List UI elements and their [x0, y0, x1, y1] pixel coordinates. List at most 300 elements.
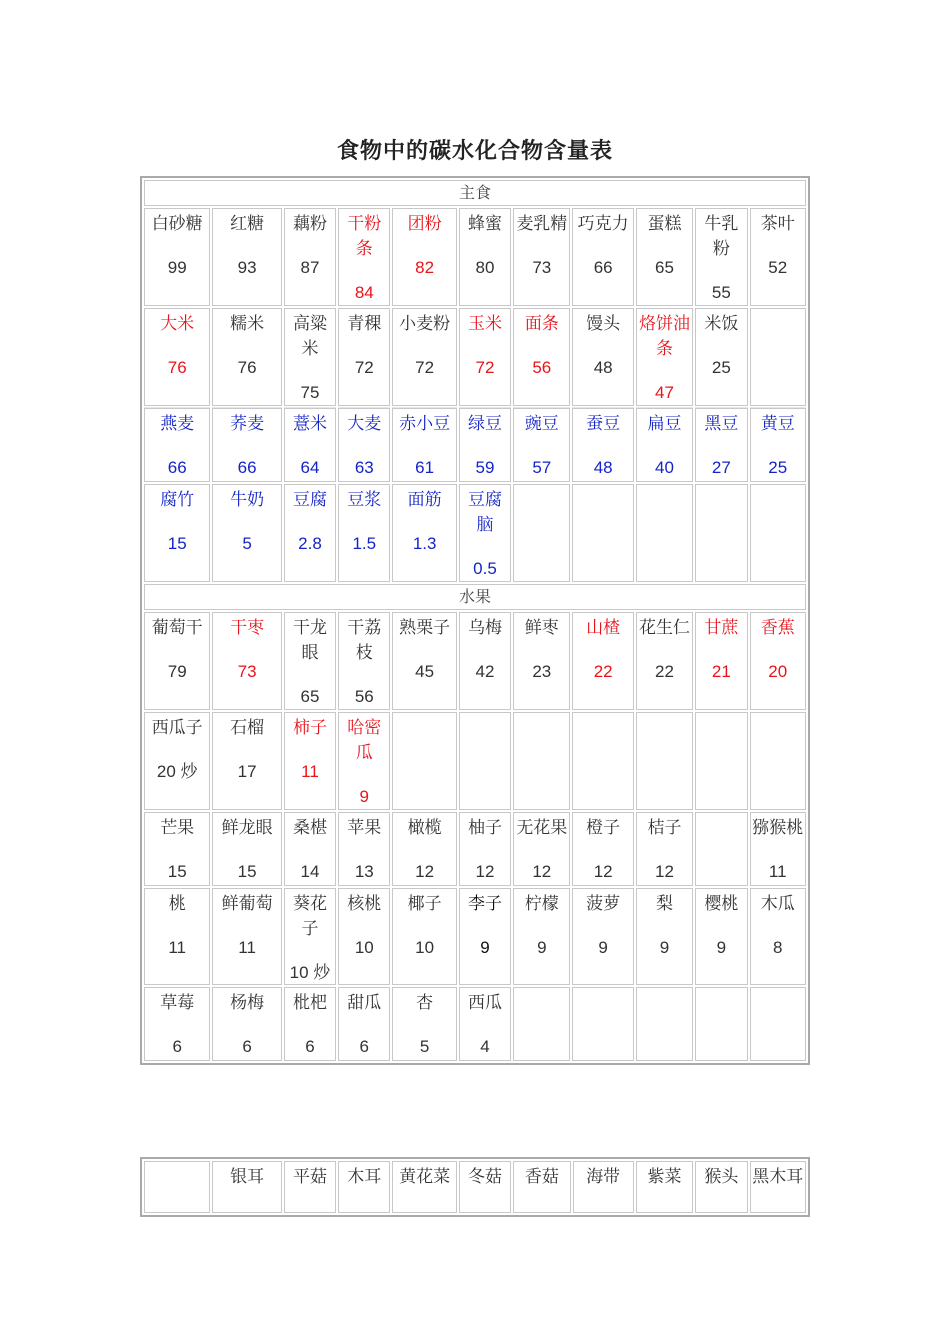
food-name	[696, 713, 746, 716]
carb-value: 75	[300, 383, 320, 402]
table-cell	[212, 812, 281, 886]
food-name	[751, 485, 806, 488]
table-cell	[392, 712, 456, 810]
table-cell	[572, 308, 633, 406]
table-cell	[513, 1161, 570, 1213]
food-name: 核桃	[347, 894, 382, 914]
carb-value: 15	[237, 862, 257, 881]
table-cell	[513, 408, 570, 482]
food-name: 樱桃	[704, 894, 739, 914]
table-cell	[636, 208, 693, 306]
table-cell	[284, 208, 336, 306]
carb-value: 12	[532, 862, 552, 881]
table-cell	[284, 812, 336, 886]
carb-value: 45	[415, 662, 435, 681]
food-name: 木瓜	[760, 894, 795, 914]
carb-value: 12	[593, 862, 613, 881]
fungi-table	[140, 1157, 810, 1217]
food-name: 杨梅	[230, 993, 265, 1013]
food-name: 大麦	[347, 414, 382, 434]
table-cell	[144, 208, 210, 306]
food-name: 梨	[656, 894, 674, 914]
carb-value: 9	[359, 787, 370, 806]
table-cell	[144, 612, 210, 710]
table-cell	[284, 408, 336, 482]
food-name: 平菇	[292, 1167, 327, 1187]
carb-value: 9	[598, 938, 608, 957]
table-cell	[338, 484, 390, 582]
table-cell	[284, 612, 336, 710]
table-row	[144, 612, 806, 710]
food-name: 红糖	[230, 214, 265, 234]
carb-value: 56	[532, 358, 552, 377]
food-name: 乌梅	[467, 618, 502, 638]
table-cell	[572, 208, 633, 306]
table-cell	[695, 484, 747, 582]
page-title: 食物中的碳水化合物含量表	[336, 138, 613, 164]
carb-value: 66	[237, 458, 257, 477]
carb-value: 61	[415, 458, 435, 477]
food-name: 桑椹	[292, 818, 327, 838]
food-name: 石榴	[230, 718, 265, 738]
food-name: 糯米	[230, 314, 265, 334]
table-cell	[513, 812, 570, 886]
food-name: 香菇	[524, 1167, 559, 1187]
table-cell	[338, 812, 390, 886]
food-name: 哈密瓜	[347, 718, 382, 763]
table-row	[144, 812, 806, 886]
carb-value: 2.8	[298, 534, 322, 553]
food-name	[696, 485, 746, 488]
food-name: 黑木耳	[752, 1167, 804, 1187]
table-cell	[636, 1161, 693, 1213]
table-cell	[636, 987, 693, 1061]
table-cell	[212, 612, 281, 710]
food-name: 豆腐脑	[467, 490, 502, 535]
food-name: 蚕豆	[586, 414, 621, 434]
table-cell	[572, 888, 633, 985]
table-cell	[459, 208, 511, 306]
table-cell	[338, 612, 390, 710]
carb-value: 20	[768, 662, 788, 681]
food-name: 高粱米	[292, 314, 327, 359]
carb-value: 9	[716, 938, 727, 957]
food-name: 面条	[524, 314, 559, 334]
table-cell	[392, 987, 456, 1061]
carb-value: 64	[300, 458, 320, 477]
food-name: 赤小豆	[399, 414, 451, 434]
carb-value: 56	[354, 687, 374, 706]
table-cell	[392, 408, 456, 482]
table-cell	[144, 1161, 210, 1213]
table-cell	[695, 888, 747, 985]
table-cell	[459, 612, 511, 710]
food-name: 豌豆	[524, 414, 559, 434]
food-name: 大米	[160, 314, 195, 334]
carb-value: 0.5	[473, 559, 497, 578]
food-name: 米饭	[704, 314, 739, 334]
table-cell	[144, 308, 210, 406]
food-name: 绿豆	[467, 414, 502, 434]
carb-value: 15	[167, 862, 187, 881]
table-cell	[392, 308, 456, 406]
food-name: 鲜葡萄	[221, 894, 273, 914]
table-cell	[750, 812, 807, 886]
carb-value: 22	[593, 662, 613, 681]
food-name	[393, 713, 455, 716]
carb-value: 55	[711, 283, 731, 302]
food-name	[573, 485, 632, 488]
food-name: 杏	[416, 993, 434, 1013]
table-cell	[212, 987, 281, 1061]
carb-value: 93	[237, 258, 257, 277]
food-name: 干枣	[230, 618, 265, 638]
carb-value: 25	[711, 358, 731, 377]
food-name: 鲜龙眼	[221, 818, 273, 838]
carb-value: 12	[475, 862, 495, 881]
carb-value: 76	[167, 358, 187, 377]
food-name	[514, 485, 569, 488]
food-name: 鲜枣	[524, 618, 559, 638]
table-cell	[459, 712, 511, 810]
table-cell	[392, 484, 456, 582]
carb-value: 1.5	[352, 534, 377, 553]
carb-value: 9	[659, 938, 670, 957]
food-name	[573, 988, 632, 991]
table-cell	[459, 1161, 511, 1213]
carb-value: 23	[532, 662, 552, 681]
food-name: 黄豆	[760, 414, 795, 434]
food-name: 蜂蜜	[467, 214, 502, 234]
table-cell	[572, 812, 633, 886]
food-name: 干粉条	[347, 214, 382, 259]
food-name: 青稞	[347, 314, 382, 334]
table-cell	[144, 812, 210, 886]
carb-value: 72	[415, 358, 435, 377]
carb-value: 12	[655, 862, 674, 881]
carb-value: 11	[168, 938, 187, 957]
carb-value: 5	[242, 534, 252, 553]
food-name: 柿子	[292, 718, 327, 738]
table-cell	[338, 1161, 390, 1213]
food-name: 小麦粉	[399, 314, 451, 334]
food-name: 白砂糖	[151, 214, 203, 234]
food-name	[751, 713, 806, 716]
table-cell	[459, 987, 511, 1061]
carb-value: 12	[415, 862, 435, 881]
food-name: 茶叶	[760, 214, 795, 234]
table-cell	[284, 1161, 336, 1213]
food-name: 山楂	[586, 618, 621, 638]
food-name	[514, 713, 569, 716]
food-name: 蛋糕	[647, 214, 682, 234]
table-cell	[338, 888, 390, 985]
table-cell	[572, 408, 633, 482]
food-name: 熟栗子	[399, 618, 451, 638]
food-name: 馒头	[586, 314, 621, 334]
food-name	[460, 713, 510, 716]
food-name	[751, 309, 806, 312]
food-name	[514, 988, 569, 991]
table-row	[144, 1161, 806, 1213]
food-name: 无花果	[516, 818, 568, 838]
table-cell	[572, 987, 633, 1061]
table-cell	[459, 888, 511, 985]
food-name	[696, 988, 746, 991]
carb-value: 73	[237, 662, 257, 681]
food-name: 菠萝	[586, 894, 621, 914]
section-header: 水果	[144, 584, 806, 610]
carb-value: 21	[711, 662, 731, 681]
table-cell	[392, 812, 456, 886]
food-name: 西瓜	[467, 993, 502, 1013]
carb-value: 82	[415, 258, 435, 277]
carb-value: 84	[354, 283, 374, 302]
table-cell	[695, 987, 747, 1061]
food-name: 枇杷	[292, 993, 327, 1013]
food-name: 烙饼油条	[639, 314, 691, 359]
food-name: 苹果	[347, 818, 382, 838]
carb-value: 99	[167, 258, 187, 277]
carb-value: 72	[475, 358, 495, 377]
food-name: 桃	[168, 894, 186, 914]
table-cell	[284, 987, 336, 1061]
food-name: 豆浆	[347, 490, 382, 510]
carbohydrate-table	[140, 176, 810, 1065]
carb-value: 6	[242, 1037, 252, 1056]
table-cell	[695, 712, 747, 810]
carb-value: 10	[415, 938, 435, 957]
table-row	[144, 987, 806, 1061]
table-cell	[513, 712, 570, 810]
food-name: 玉米	[467, 314, 502, 334]
food-name: 黑豆	[704, 414, 739, 434]
carb-value: 8	[773, 938, 783, 957]
table-cell	[695, 612, 747, 710]
table-cell	[284, 308, 336, 406]
carb-value: 6	[172, 1037, 182, 1056]
table-cell	[750, 888, 807, 985]
table-cell	[144, 484, 210, 582]
food-name: 木耳	[347, 1167, 382, 1187]
table-cell	[212, 208, 281, 306]
carb-value: 4	[480, 1037, 490, 1056]
food-name: 橙子	[586, 818, 621, 838]
food-name	[637, 713, 692, 716]
table-cell	[572, 612, 633, 710]
table-cell	[750, 612, 807, 710]
food-name: 牛乳粉	[704, 214, 739, 259]
table-row	[144, 208, 806, 306]
food-name: 冬菇	[468, 1167, 502, 1187]
food-name: 团粉	[407, 214, 442, 234]
carb-value: 47	[655, 383, 674, 402]
table-row	[144, 308, 806, 406]
table-cell	[513, 208, 570, 306]
carb-value: 9	[480, 938, 490, 957]
table-cell	[392, 1161, 456, 1213]
table-cell	[750, 208, 807, 306]
table-cell	[212, 308, 281, 406]
carb-value: 10	[354, 938, 374, 957]
food-name: 葵花子	[292, 894, 327, 939]
carb-value: 66	[167, 458, 187, 477]
food-name: 芒果	[160, 818, 195, 838]
carb-value: 59	[475, 458, 495, 477]
carb-value: 87	[300, 258, 320, 277]
carb-value: 25	[768, 458, 788, 477]
table-cell	[338, 408, 390, 482]
food-name: 银耳	[230, 1167, 265, 1187]
table-cell	[284, 712, 336, 810]
table-cell	[695, 408, 747, 482]
food-name	[145, 1162, 209, 1165]
table-cell	[750, 484, 807, 582]
food-name: 海带	[586, 1167, 621, 1187]
carb-value: 72	[354, 358, 374, 377]
carb-value: 11	[301, 762, 319, 781]
food-name: 李子	[467, 894, 502, 914]
table-cell	[212, 712, 281, 810]
carb-value: 14	[300, 862, 320, 881]
carb-value: 79	[167, 662, 187, 681]
table-cell	[459, 484, 511, 582]
carb-value: 22	[655, 662, 674, 681]
table-cell	[695, 812, 747, 886]
table-cell	[392, 888, 456, 985]
table-cell	[284, 888, 336, 985]
food-name: 甜瓜	[347, 993, 382, 1013]
carb-value: 65	[655, 258, 674, 277]
table-cell	[636, 812, 693, 886]
food-name: 西瓜子	[151, 718, 203, 738]
food-name: 黄花菜	[399, 1167, 451, 1187]
carb-value: 15	[167, 534, 187, 553]
food-name: 甘蔗	[704, 618, 739, 638]
food-name: 香蕉	[760, 618, 795, 638]
table-cell	[750, 1161, 806, 1213]
table-cell	[513, 612, 570, 710]
table-cell	[750, 712, 807, 810]
table-cell	[338, 712, 390, 810]
table-cell	[284, 484, 336, 582]
food-name: 柠檬	[524, 894, 559, 914]
table-cell	[750, 987, 807, 1061]
food-name	[751, 988, 806, 991]
carb-value: 65	[300, 687, 320, 706]
food-name: 草莓	[160, 993, 195, 1013]
carb-value: 11	[768, 862, 787, 881]
table-cell	[459, 308, 511, 406]
carb-value: 48	[593, 358, 613, 377]
table-cell	[636, 308, 693, 406]
carb-value: 48	[593, 458, 613, 477]
food-name: 薏米	[292, 414, 327, 434]
table-cell	[695, 208, 747, 306]
table-cell	[144, 712, 210, 810]
table-cell	[212, 408, 281, 482]
food-name: 桔子	[647, 818, 682, 838]
table-cell	[636, 888, 693, 985]
table-cell	[513, 308, 570, 406]
table-cell	[144, 987, 210, 1061]
food-name: 柚子	[467, 818, 502, 838]
table-cell	[513, 484, 570, 582]
carb-value: 76	[237, 358, 257, 377]
carb-value: 6	[305, 1037, 315, 1056]
food-name	[637, 988, 692, 991]
carb-value: 66	[593, 258, 613, 277]
food-name: 豆腐	[292, 490, 327, 510]
carb-value: 5	[419, 1037, 430, 1056]
table-cell	[459, 408, 511, 482]
food-name: 荞麦	[230, 414, 265, 434]
food-name: 干荔枝	[347, 618, 382, 663]
food-name	[573, 713, 632, 716]
table-cell	[636, 484, 693, 582]
food-name	[696, 813, 746, 816]
food-name: 面筋	[407, 490, 442, 510]
carb-value: 1.3	[412, 534, 437, 553]
food-name: 燕麦	[160, 414, 195, 434]
table-cell	[338, 987, 390, 1061]
carb-value: 52	[768, 258, 788, 277]
food-name: 扁豆	[647, 414, 682, 434]
section-header: 主食	[144, 180, 806, 206]
table-cell	[636, 408, 693, 482]
food-name: 紫菜	[647, 1167, 682, 1187]
food-name: 葡萄干	[151, 618, 203, 638]
table-cell	[459, 812, 511, 886]
table-cell	[338, 208, 390, 306]
carb-value: 9	[537, 938, 547, 957]
carb-value: 57	[532, 458, 552, 477]
table-cell	[750, 308, 807, 406]
carb-value: 42	[475, 662, 495, 681]
carb-value: 40	[655, 458, 674, 477]
carb-value: 11	[238, 938, 256, 957]
table-cell	[636, 712, 693, 810]
food-name: 藕粉	[292, 214, 327, 234]
table-cell	[212, 484, 281, 582]
table-cell	[573, 1161, 634, 1213]
table-cell	[513, 987, 570, 1061]
table-cell	[572, 484, 633, 582]
table-row	[144, 484, 806, 582]
carb-value: 63	[354, 458, 374, 477]
carb-value: 20 炒	[156, 762, 198, 781]
food-name: 牛奶	[230, 490, 265, 510]
food-name: 麦乳精	[516, 214, 568, 234]
food-name: 干龙眼	[292, 618, 327, 663]
table-cell	[636, 612, 693, 710]
table-cell	[338, 308, 390, 406]
carb-value: 6	[359, 1037, 370, 1056]
carb-value: 13	[354, 862, 374, 881]
table-cell	[750, 408, 807, 482]
table-row	[144, 408, 806, 482]
food-name: 巧克力	[577, 214, 629, 234]
carb-value: 80	[475, 258, 495, 277]
food-name: 椰子	[407, 894, 442, 914]
food-name: 猕猴桃	[752, 818, 804, 838]
table-cell	[212, 888, 281, 985]
table-row	[144, 712, 806, 810]
food-name: 橄榄	[407, 818, 442, 838]
carb-value: 17	[237, 762, 257, 781]
table-cell	[144, 408, 210, 482]
food-name: 猴头	[704, 1167, 739, 1187]
